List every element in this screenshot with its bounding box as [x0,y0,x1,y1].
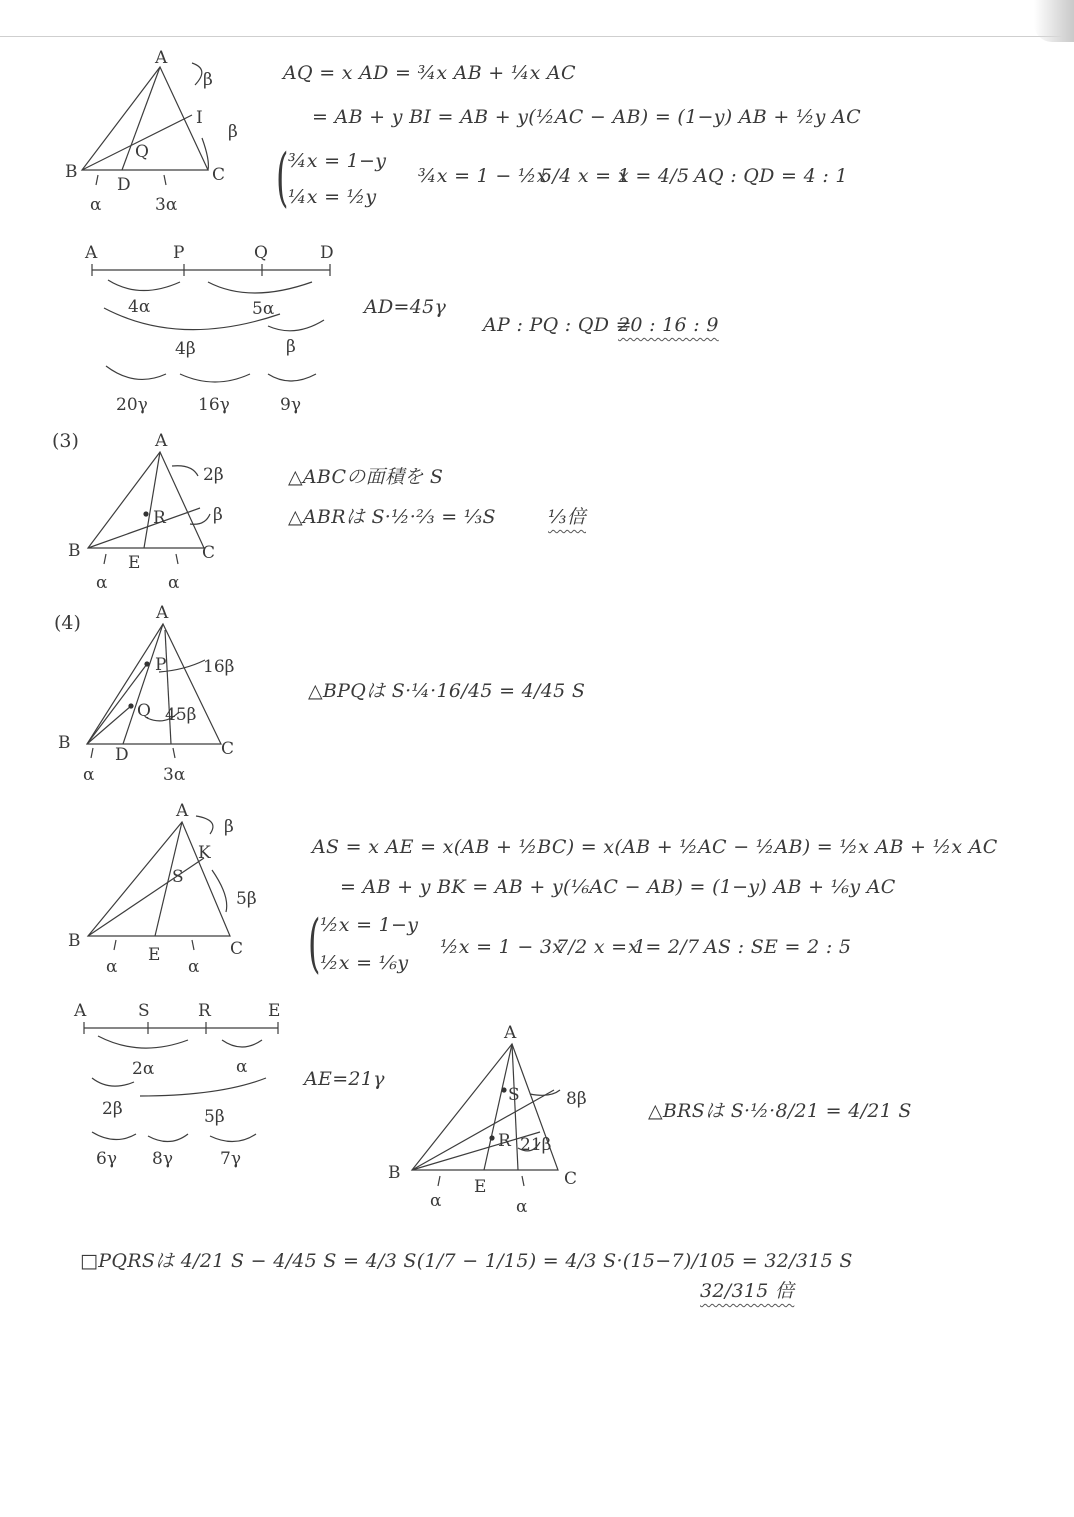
f6-label-alpha2: α [516,1197,528,1217]
seg1-brace-4alpha: 4α [128,297,151,317]
label-beta-right: β [228,122,238,142]
seg2-brace-8gamma: 8γ [152,1149,173,1169]
eq-area-abc: △ABCの面積を S [288,466,444,488]
label-C: C [212,165,226,185]
eq-as-line1: AS = x AE = x(AB + ½BC) = x(AB + ½AC − ½AB) = ½x AB + ½x AC [312,836,998,858]
seg2-label-A: A [74,1001,87,1021]
scan-border-line [0,36,1074,37]
triangle-figure-3 [60,428,260,598]
eq-ad-length: AD=45γ [364,296,447,318]
p4-label-B: B [58,733,71,753]
f6-label-A: A [504,1023,517,1043]
seg1-label-D: D [320,243,334,263]
seg1-brace-5alpha: 5α [252,299,275,319]
seg1-brace-20gamma: 20γ [116,395,148,415]
p4-label-P: P [155,655,167,675]
p3-label-2beta: 2β [203,465,224,485]
triangle-figure-1 [60,45,260,220]
ratio-as-se: AS : SE = 2 : 5 [704,936,852,958]
eq-sys1-top: ¾x = 1−y [288,150,387,172]
eq-area-bpq: △BPQは S·¼·16/45 = 4/45 S [308,680,586,702]
seg2-brace-5beta: 5β [204,1107,225,1127]
f5-label-B: B [68,931,81,951]
p4-label-45beta: 45β [165,705,197,725]
p4-label-3alpha: 3α [163,765,186,785]
f5-label-alpha1: α [106,957,118,977]
eq-solve2-b: 7/2 x = 1 [556,936,647,958]
ratio-ap-pq-qd-label: AP : PQ : QD = [483,314,632,336]
f5-label-5beta: 5β [236,889,257,909]
segment-diagram-apqd [80,238,350,418]
f5-label-C: C [230,939,244,959]
answer-part-4: 32/315 倍 [700,1280,795,1302]
seg2-brace-6gamma: 6γ [96,1149,117,1169]
seg1-brace-9gamma: 9γ [280,395,301,415]
f5-label-alpha2: α [188,957,200,977]
seg1-label-Q: Q [254,243,268,263]
seg2-brace-7gamma: 7γ [220,1149,241,1169]
f6-label-R: R [498,1131,511,1151]
f5-label-A: A [176,801,189,821]
label-beta-top: β [203,70,213,90]
p3-label-B: B [68,541,81,561]
label-I: I [196,108,203,128]
ratio-aq-qd: AQ : QD = 4 : 1 [694,165,848,187]
p3-label-C: C [202,543,216,563]
seg1-brace-4beta: 4β [175,339,196,359]
f6-label-C: C [564,1169,578,1189]
eq-solve1-b: 5/4 x = 1 [540,165,631,187]
p4-label-C: C [221,739,235,759]
label-Q: Q [135,142,149,162]
eq-area-abr: △ABRは S·½·⅔ = ⅓S [288,506,496,528]
seg2-label-R: R [198,1001,211,1021]
eq-area-pqrs: □PQRSは 4/21 S − 4/45 S = 4/3 S(1/7 − 1/15) = 4/3 S·(15−7)/105 = 32/315 S [80,1250,853,1272]
triangle-figure-4 [55,600,255,790]
seg2-brace-alpha: α [236,1057,248,1077]
p3-label-alpha2: α [168,573,180,593]
ratio-ap-pq-qd-answer: 20 : 16 : 9 [618,314,719,336]
part-4-label: (4) [54,612,81,634]
p4-label-A: A [156,603,169,623]
seg1-label-P: P [173,243,185,263]
p4-label-D: D [115,745,129,765]
eq-aq-line1: AQ = x AD = ¾x AB + ¼x AC [283,62,576,84]
label-3alpha: 3α [155,195,178,215]
p4-label-alpha: α [83,765,95,785]
eq-sys2-bottom: ½x = ⅙y [320,952,409,974]
triangle-figure-5 [60,800,280,985]
eq-aq-line2: = AB + y BI = AB + y(½AC − AB) = (1−y) AB + ½y AC [312,106,861,128]
answer-part-3: ⅓倍 [548,506,587,528]
seg1-brace-beta: β [286,337,296,357]
seg2-brace-2alpha: 2α [132,1059,155,1079]
system-brace-2: ( [308,907,321,981]
eq-solve1-a: ¾x = 1 − ½x [418,165,548,187]
eq-as-line2: = AB + y BK = AB + y(⅙AC − AB) = (1−y) AB + ⅙y AC [340,876,896,898]
label-D: D [117,175,131,195]
f6-label-21beta: 21β [520,1135,552,1155]
eq-sys1-bottom: ¼x = ½y [288,186,377,208]
eq-sys2-top: ½x = 1−y [320,914,419,936]
f6-label-alpha1: α [430,1191,442,1211]
scan-edge-shadow [1034,0,1074,42]
eq-solve2-c: x = 2/7 [628,936,700,958]
p4-label-Q: Q [137,701,151,721]
f6-label-8beta: 8β [566,1089,587,1109]
f5-label-E: E [148,945,161,965]
p4-label-16beta: 16β [203,657,235,677]
seg2-label-E: E [268,1001,281,1021]
f5-label-beta: β [224,817,234,837]
eq-solve1-c: x = 4/5 [618,165,690,187]
p3-label-A: A [155,431,168,451]
f6-label-B: B [388,1163,401,1183]
label-alpha: α [90,195,102,215]
part-3-label: (3) [52,430,79,452]
eq-ae-length: AE=21γ [304,1068,385,1090]
p3-label-beta: β [213,505,223,525]
system-brace-1: ( [276,141,289,215]
label-A: A [155,48,168,68]
p3-label-E: E [128,553,141,573]
seg2-label-S: S [138,1001,150,1021]
f6-label-S: S [508,1085,520,1105]
seg2-brace-2beta: 2β [102,1099,123,1119]
f5-label-K: K [198,843,211,863]
seg1-label-A: A [85,243,98,263]
label-B: B [65,162,78,182]
seg1-brace-16gamma: 16γ [198,395,230,415]
eq-solve2-a: ½x = 1 − 3x [440,936,564,958]
eq-area-brs: △BRSは S·½·8/21 = 4/21 S [648,1100,912,1122]
triangle-figure-6 [380,1020,610,1220]
p3-label-alpha1: α [96,573,108,593]
f5-label-S: S [172,867,184,887]
p3-label-R: R [153,508,166,528]
segment-diagram-asre [70,996,300,1176]
f6-label-E: E [474,1177,487,1197]
